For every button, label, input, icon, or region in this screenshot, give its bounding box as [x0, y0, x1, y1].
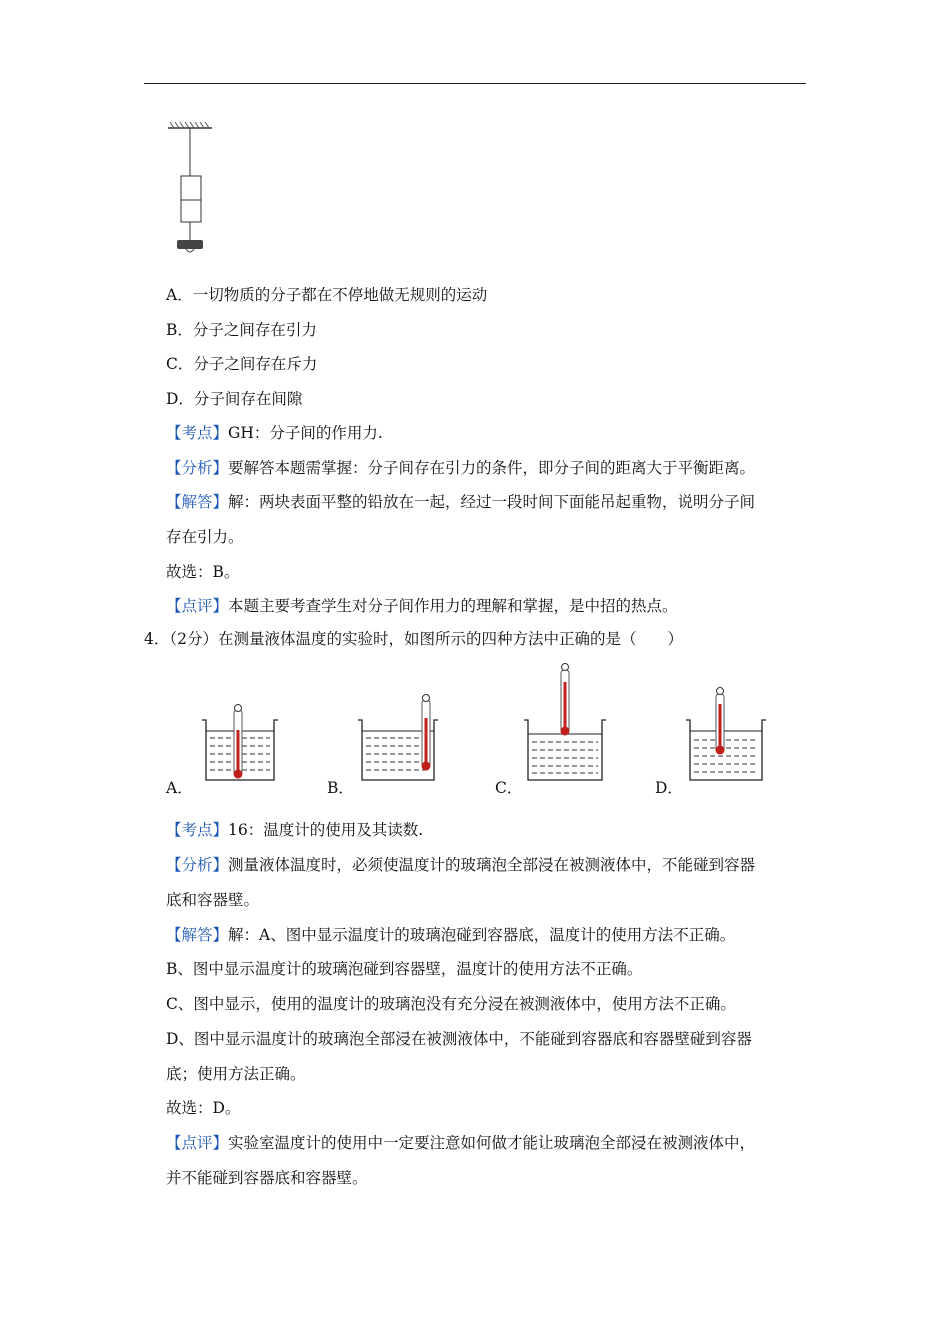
header-rule — [144, 83, 806, 84]
dianping-tag: 【点评】 — [166, 1134, 229, 1152]
q4-jieda-d: D、图中显示温度计的玻璃泡全部浸在被测液体中，不能碰到容器底和容器壁碰到容器 — [166, 1030, 752, 1048]
q4-dianping-cont: 并不能碰到容器底和容器壁。 — [166, 1169, 368, 1187]
fenxi-tag: 【分析】 — [166, 459, 229, 477]
dianping-text: 实验室温度计的使用中一定要注意如何做才能让玻璃泡全部浸在被测液体中， — [228, 1134, 756, 1152]
q3-answer: 故选：B。 — [166, 563, 240, 581]
beaker-b — [356, 690, 442, 784]
q4-jieda-d-cont: 底；使用方法正确。 — [166, 1065, 306, 1083]
q3-option-d: D．分子间存在间隙 — [166, 390, 303, 408]
dianping-text: 本题主要考查学生对分子间作用力的理解和掌握，是中招的热点。 — [228, 597, 678, 615]
q4-jieda-b: B、图中显示温度计的玻璃泡碰到容器壁，温度计的使用方法不正确。 — [166, 960, 643, 978]
jieda-tag: 【解答】 — [166, 493, 229, 511]
q3-option-b: B．分子之间存在引力 — [166, 321, 317, 339]
q4-dianping — [166, 1133, 755, 1153]
fenxi-text: 测量液体温度时，必须使温度计的玻璃泡全部浸在被测液体中，不能碰到容器 — [228, 856, 756, 874]
q4-stem: 4．（2分）在测量液体温度的实验时，如图所示的四种方法中正确的是（ ） — [144, 630, 683, 648]
q4-jieda-c: C、图中显示，使用的温度计的玻璃泡没有充分浸在被测液体中，使用方法不正确。 — [166, 995, 736, 1013]
figure-label-d: D． — [655, 779, 683, 797]
jieda-text: 解：A、图中显示温度计的玻璃泡碰到容器底，温度计的使用方法不正确。 — [228, 926, 736, 944]
q3-kaodian — [166, 423, 383, 443]
q4-kaodian — [166, 820, 423, 840]
q4-fenxi — [166, 855, 755, 875]
q3-jieda — [166, 492, 755, 512]
fenxi-text: 要解答本题需掌握：分子间存在引力的条件，即分子间的距离大于平衡距离。 — [228, 459, 756, 477]
figure-label-a: A． — [166, 779, 193, 797]
beaker-a — [200, 700, 282, 784]
lead-blocks-figure — [160, 122, 220, 262]
figure-label-c: C． — [495, 779, 523, 797]
kaodian-text: 16：温度计的使用及其读数. — [228, 821, 424, 839]
q3-option-c: C．分子之间存在斥力 — [166, 355, 318, 373]
jieda-text: 解：两块表面平整的铅放在一起，经过一段时间下面能吊起重物，说明分子间 — [228, 493, 756, 511]
q3-jieda-cont: 存在引力。 — [166, 528, 244, 546]
beaker-d — [684, 684, 770, 784]
fenxi-tag: 【分析】 — [166, 856, 229, 874]
jieda-tag: 【解答】 — [166, 926, 229, 944]
kaodian-tag: 【考点】 — [166, 821, 229, 839]
q4-fenxi-cont: 底和容器壁。 — [166, 891, 260, 909]
kaodian-tag: 【考点】 — [166, 424, 229, 442]
q3-dianping — [166, 596, 678, 616]
q4-answer: 故选：D。 — [166, 1099, 241, 1117]
q3-option-a: A．一切物质的分子都在不停地做无规则的运动 — [166, 286, 488, 304]
figure-label-b: B． — [327, 779, 354, 797]
beaker-c — [522, 660, 612, 784]
q3-fenxi — [166, 458, 755, 478]
q4-jieda — [166, 925, 735, 945]
kaodian-text: GH：分子间的作用力. — [228, 424, 383, 442]
dianping-tag: 【点评】 — [166, 597, 229, 615]
